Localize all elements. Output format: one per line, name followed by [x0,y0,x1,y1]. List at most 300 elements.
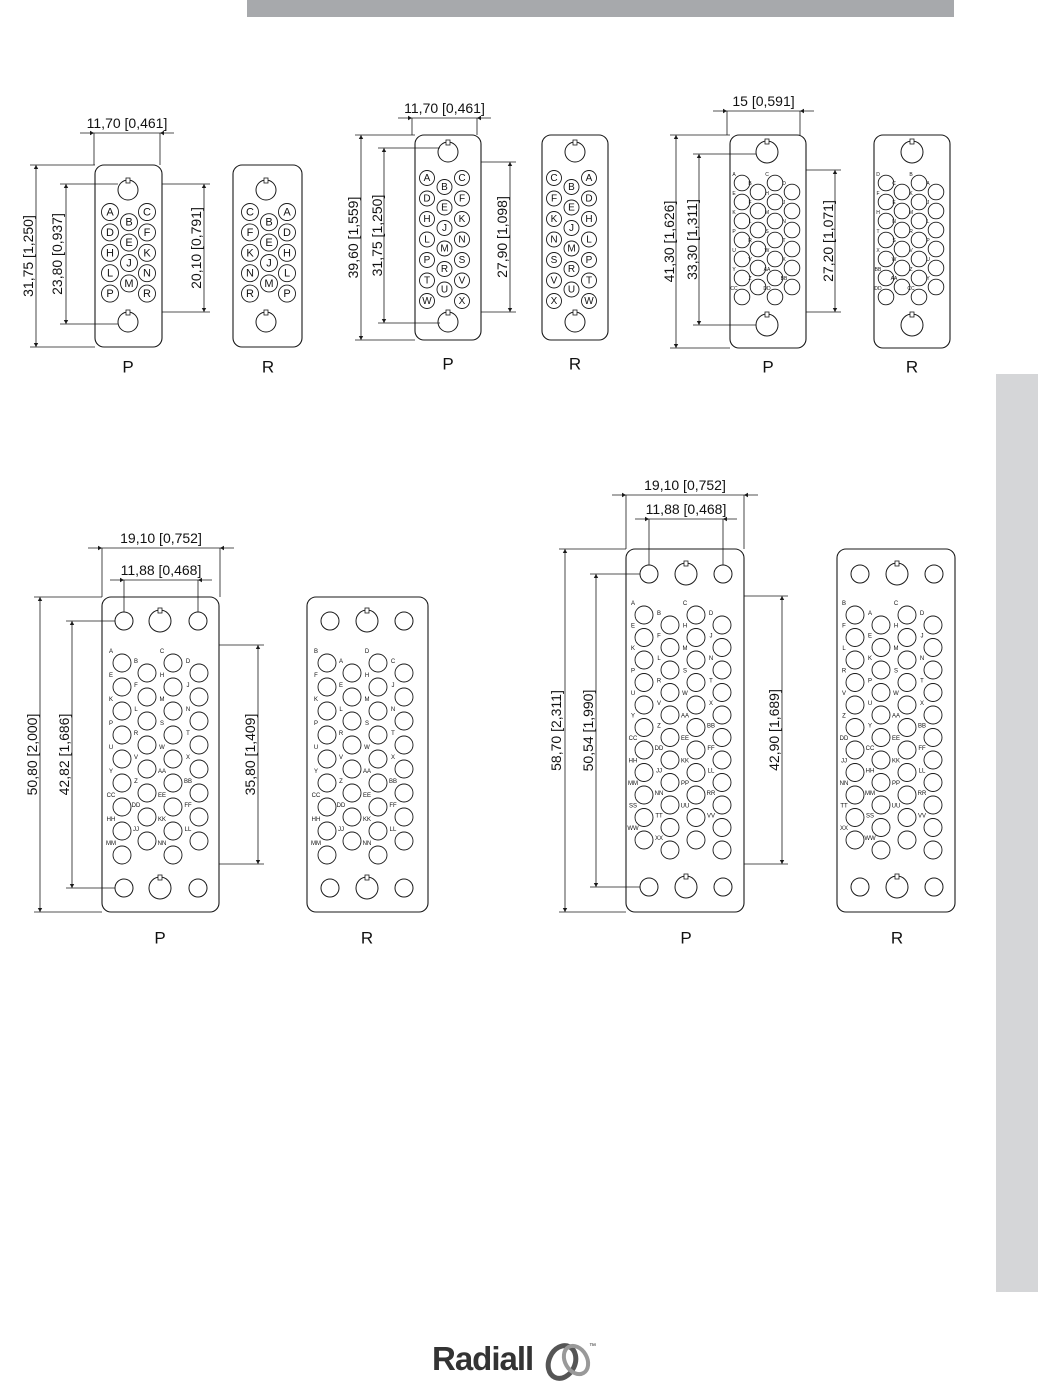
contact-label: W [584,296,594,307]
contact-label: KK [157,817,167,823]
contact-cavity [635,651,653,669]
contact-label: MM [311,841,321,847]
contact-cavity [713,796,731,814]
receptacle-body [233,165,302,347]
contact-label: C [550,173,558,184]
contact-label: A [423,173,431,184]
contact-label: D [283,226,291,239]
dimension-label: 58,70 [2,311] [548,690,564,771]
contact-label: BB [780,276,788,282]
contact-label: D [782,181,786,187]
contact-label: R [567,264,576,275]
contact-cavity [190,808,208,826]
contact-cavity [734,270,750,286]
contact-label: K [630,646,636,652]
contact-cavity [343,784,361,802]
contact-cavity [395,736,413,754]
contact-label: CC [106,793,116,799]
contact-label: H [585,214,593,225]
dimension-arrow [674,344,678,348]
contact-label: FF [707,746,715,752]
contact-label: MM [106,841,116,847]
contact-label: KK [680,758,690,765]
contact-label: TT [840,803,848,810]
contact-label: W [682,691,688,697]
dimension-arrow [64,320,68,324]
key-notch [264,310,268,315]
contact-cavity [318,774,336,792]
contact-label: CC [907,286,915,292]
contact-label: B [841,601,847,607]
dimension-arrow [563,908,567,912]
receptacle-view-label: R [360,928,374,948]
contact-label: T [186,731,190,737]
contact-label: M [682,646,688,652]
contact-cavity [898,786,916,804]
contact-label: T [423,275,431,287]
contact-cavity [343,808,361,826]
contact-cavity [713,616,731,634]
contact-label: A [106,206,114,219]
dimension-arrow [477,116,481,120]
contact-label: Z [748,276,752,282]
contact-label: J [926,200,930,206]
contact-cavity [113,654,131,672]
contact-cavity [190,664,208,682]
contact-cavity [924,616,942,634]
contact-label: K [550,214,558,225]
contact-label: D [919,611,925,617]
receptacle-body [307,597,428,912]
contact-label: V [458,275,466,287]
dimension-arrow [594,574,598,578]
dimension-arrow [744,493,748,497]
contact-label: TT [655,813,663,820]
contact-label: V [133,755,139,761]
contact-label: Z [842,713,846,720]
contact-label: K [246,247,254,260]
contact-label: Y [867,723,873,730]
dimension-label: 20,10 [0,791] [188,207,204,289]
contact-cavity [687,741,705,759]
contact-label: R [133,731,139,737]
contact-label: X [390,755,396,761]
key-notch [158,875,162,880]
contact-cavity [846,786,864,804]
contact-cavity [713,729,731,747]
plug-view-label: P [154,928,166,948]
key-notch [910,312,914,317]
contact-cavity [113,774,131,792]
contact-label: AA [891,713,901,720]
plug-view-label: P [122,357,134,377]
mounting-hole [714,565,732,583]
contact-cavity [872,819,890,837]
contact-label: F [458,193,466,205]
contact-cavity [343,664,361,682]
contact-cavity [750,222,766,238]
contact-cavity [113,726,131,744]
contact-label: U [313,745,319,751]
contact-label: R [748,238,752,244]
contact-label: A [732,172,736,178]
contact-cavity [750,241,766,257]
contact-label: W [422,296,432,307]
contact-label: AA [680,713,690,720]
contact-cavity [928,279,944,295]
contact-cavity [784,203,800,219]
contact-cavity [928,241,944,257]
contact-cavity [924,841,942,859]
contact-label: X [708,701,714,707]
contact-cavity [164,798,182,816]
brand-tm: ™ [589,1343,596,1350]
contact-label: P [313,721,319,727]
contact-label: E [568,202,575,214]
contact-label: B [313,649,319,655]
contact-cavity [872,684,890,702]
contact-cavity [190,832,208,850]
contact-label: N [143,267,151,280]
contact-cavity [318,750,336,768]
mounting-hole [851,878,869,896]
contact-cavity [661,751,679,769]
contact-cavity [784,222,800,238]
contact-label: PP [680,781,690,787]
contact-cavity [138,688,156,706]
dimension-arrow [359,336,363,340]
contact-label: E [732,191,736,197]
contact-cavity [928,203,944,219]
contact-label: C [458,173,466,184]
contact-cavity [898,741,916,759]
contact-cavity [687,719,705,737]
plug-view-label: P [680,928,692,948]
contact-label: CC [865,746,875,752]
contact-label: F [143,226,151,239]
contact-label: Y [108,769,114,775]
plug-view-label: P [762,357,774,377]
contact-label: BB [183,779,193,785]
contact-label: L [842,646,846,652]
dimension-arrow [382,319,386,323]
contact-cavity [846,651,864,669]
contact-label: S [159,721,165,727]
contact-label: H [364,673,370,679]
contact-label: RR [706,791,716,797]
contact-label: NN [839,781,849,787]
dimension-label: 35,80 [1,409] [242,713,258,796]
contact-label: HH [628,758,638,765]
contact-label: Y [313,769,319,775]
contact-cavity [635,764,653,782]
contact-cavity [369,822,387,840]
contact-cavity [872,774,890,792]
contact-cavity [687,629,705,647]
contact-label: F [134,683,138,689]
contact-cavity [894,184,910,200]
contact-label: J [569,223,574,234]
receptacle-view-label: R [568,354,582,374]
contact-cavity [190,760,208,778]
key-notch [365,875,369,880]
contact-label: F [550,193,558,205]
dimension-label: 31,75 [1,250] [369,194,385,277]
contact-label: P [585,255,593,266]
dimension-arrow [34,343,38,347]
contact-label: U [108,745,114,751]
contact-label: X [782,257,786,263]
contact-cavity [924,661,942,679]
contact-cavity [661,616,679,634]
contact-label: C [892,181,896,187]
contact-label: B [133,659,139,665]
contact-label: U [926,257,930,263]
contact-cavity [898,809,916,827]
dimension-arrow [833,170,837,174]
contact-cavity [872,661,890,679]
contact-label: T [876,229,880,235]
dimension-arrow [508,162,512,166]
contact-label: N [708,656,714,662]
contact-label: K [867,656,873,662]
contact-cavity [767,194,783,210]
contact-label: V [841,691,847,697]
contact-label: T [709,678,713,685]
contact-label: N [919,656,925,662]
contact-cavity [343,832,361,850]
contact-label: A [338,659,344,665]
dimension-arrow [160,131,164,135]
contact-label: M [893,646,899,652]
contact-label: F [842,623,846,630]
contact-label: L [657,656,661,662]
contact-label: LL [918,768,926,775]
contact-label: FF [184,803,192,809]
mounting-hole [189,879,207,897]
contact-label: CC [628,736,638,742]
dimension-arrow [34,165,38,169]
contact-cavity [369,846,387,864]
contact-label: M [264,277,274,290]
contact-label: J [709,633,713,640]
contact-label: A [585,173,593,184]
contact-label: E [108,673,114,679]
contact-label: NN [654,791,664,797]
contact-label: H [893,623,899,630]
contact-cavity [784,184,800,200]
contact-cavity [872,706,890,724]
contact-cavity [872,796,890,814]
dimension-label: 33,30 [1,311] [684,199,700,280]
contact-cavity [894,203,910,219]
contact-cavity [164,726,182,744]
receptacle-view-label: R [261,357,275,377]
contact-label: UU [891,803,901,810]
contact-label: PP [891,781,901,787]
contact-label: KK [891,758,901,765]
dimension-arrow [697,154,701,158]
contact-cavity [164,702,182,720]
contact-label: X [458,296,466,307]
key-notch [684,874,688,879]
contact-label: SS [865,813,875,820]
contact-label: DD [131,803,141,809]
contact-label: KK [362,817,372,823]
contact-label: V [550,275,558,287]
contact-label: DD [654,746,664,752]
key-notch [910,139,914,144]
mounting-hole [115,612,133,630]
contact-label: N [458,234,466,246]
contact-cavity [767,251,783,267]
contact-label: C [893,601,899,607]
contact-label: L [926,219,930,225]
contact-label: L [586,234,592,246]
contact-label: E [892,200,896,206]
contact-label: J [266,257,272,270]
dimension-arrow [833,308,837,312]
contact-label: MM [865,791,875,797]
contact-cavity [928,260,944,276]
contact-cavity [138,712,156,730]
contact-cavity [369,654,387,672]
contact-cavity [872,841,890,859]
contact-cavity [924,706,942,724]
contact-cavity [924,774,942,792]
contact-cavity [318,822,336,840]
contact-cavity [113,798,131,816]
contact-label: K [458,214,466,225]
contact-cavity [846,629,864,647]
key-notch [264,178,268,183]
dimension-label: 50,80 [2,000] [24,713,40,796]
contact-label: V [909,248,913,254]
contact-label: W [159,745,165,751]
contact-label: S [364,721,370,727]
contact-label: N [185,707,191,713]
contact-cavity [713,751,731,769]
contact-cavity [924,819,942,837]
contact-label: R [338,731,344,737]
dimension-arrow [800,109,804,113]
contact-label: E [338,683,344,689]
dimension-arrow [563,549,567,553]
contact-cavity [734,213,750,229]
contact-cavity [113,822,131,840]
contact-cavity [687,651,705,669]
dimension-label: 11,88 [0,468] [120,562,202,578]
contact-label: X [185,755,191,761]
contact-cavity [713,639,731,657]
brand-logo [432,1338,604,1382]
dimension-arrow [723,517,727,521]
contact-cavity [635,719,653,737]
contact-cavity [369,726,387,744]
contact-label: BB [388,779,398,785]
contact-cavity [898,719,916,737]
key-notch [765,312,769,317]
contact-cavity [635,809,653,827]
dimension-arrow [90,131,94,135]
key-notch [446,140,450,145]
contact-label: HH [865,768,875,775]
mounting-hole [640,565,658,583]
contact-cavity [343,712,361,730]
dimension-arrow [508,308,512,312]
contact-label: Y [926,276,930,282]
contact-cavity [687,809,705,827]
contact-label: X [876,248,880,254]
contact-label: X [919,701,925,707]
contact-cavity [911,213,927,229]
contact-cavity [138,808,156,826]
contact-label: M [364,697,370,703]
contact-label: M [567,243,576,255]
contact-label: V [748,257,752,263]
contact-label: U [732,248,736,254]
receptacle-view-label: R [890,928,904,948]
contact-cavity [395,664,413,682]
contact-cavity [343,736,361,754]
contact-label: S [892,238,896,244]
contact-cavity [846,831,864,849]
dimension-arrow [594,883,598,887]
contact-cavity [846,674,864,692]
contact-label: C [246,206,254,219]
contact-cavity [138,664,156,682]
contact-cavity [911,175,927,191]
contact-label: E [630,623,636,630]
contact-label: P [108,721,114,727]
contact-label: WW [864,836,876,842]
dimension-arrow [98,546,102,550]
mounting-hole [321,879,339,897]
contact-cavity [894,260,913,276]
contact-label: NN [157,841,167,847]
contact-cavity [872,616,890,634]
contact-cavity [898,651,916,669]
contact-cavity [635,674,653,692]
contact-label: H [283,247,291,260]
contact-label: CC [311,793,321,799]
contact-label: N [246,267,254,280]
contact-label: XX [839,826,849,832]
contact-cavity [395,808,413,826]
contact-label: D [185,659,191,665]
contact-cavity [138,832,156,850]
contact-label: BB [706,723,716,730]
contact-cavity [369,678,387,696]
contact-cavity [661,729,679,747]
contact-label: SS [628,803,638,810]
contact-label: S [550,255,558,266]
contact-label: C [143,206,151,219]
contact-cavity [369,750,387,768]
contact-label: J [782,200,786,206]
contact-cavity [164,822,182,840]
dimension-arrow [202,308,206,312]
dimension-arrow [645,517,649,521]
contact-label: J [442,223,447,234]
contact-label: M [124,277,134,290]
contact-cavity [687,696,705,714]
contact-cavity [318,798,336,816]
contact-cavity [369,774,387,792]
dimension-arrow [70,621,74,625]
contact-label: JJ [656,768,662,775]
contact-label: H [876,210,880,216]
